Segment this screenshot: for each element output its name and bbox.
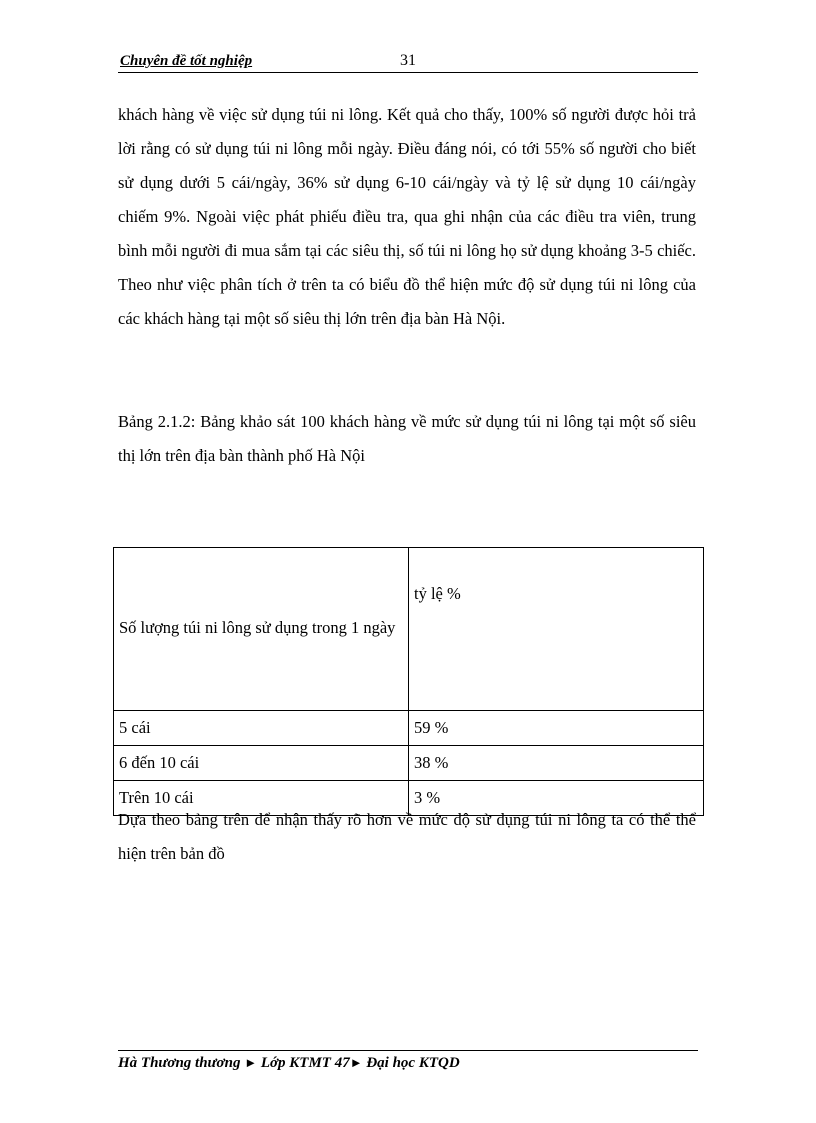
table-caption: Bảng 2.1.2: Bảng khảo sát 100 khách hàng về mức sử dụng túi ni lông tại một số siêu thị lớn trên địa bàn thành phố Hà Nội xyxy=(118,412,696,465)
table-cell: 3 % xyxy=(409,781,704,816)
page-header xyxy=(118,52,698,73)
page-number: 31 xyxy=(400,52,416,69)
table-cell: 6 đến 10 cái xyxy=(114,746,409,781)
table-header-cell: tỷ lệ % xyxy=(409,548,704,711)
table-cell: Trên 10 cái xyxy=(114,781,409,816)
body-paragraph: khách hàng về việc sử dụng túi ni lông. Kết quả cho thấy, 100% số người được hỏi trả lời rằng có sử dụng túi ni lông mỗi ngày. Điều đáng nói, có tới 55% số người cho biết sử dụng dưới 5 cái/ngày, 36% sử dụng 6-10 cái/ngày và tỷ lệ sử dụng 10 cái/ngày chiếm 9%. Ngoài việc phát phiếu điều tra, qua ghi nhận của các điều tra viên, trung bình mỗi người đi mua sắm tại các siêu thị, số túi ni lông họ sử dụng khoảng 3-5 chiếc. Theo như việc phân tích ở trên ta có biểu đồ thể hiện mức độ sử dụng túi ni lông của các khách hàng tại một số siêu thị lớn trên địa bàn Hà Nội. xyxy=(118,105,696,328)
table-cell: 38 % xyxy=(409,746,704,781)
table-cell: 5 cái xyxy=(114,711,409,746)
arrow-icon: ► xyxy=(244,1055,258,1070)
survey-table xyxy=(113,547,704,816)
footer-school: Đại học KTQD xyxy=(366,1055,460,1071)
arrow-icon: ► xyxy=(349,1055,363,1070)
table-row xyxy=(114,746,704,781)
footer-author: Hà Thương thương xyxy=(118,1055,241,1071)
footer-class: Lớp KTMT 47 xyxy=(260,1055,350,1071)
page-footer xyxy=(118,1050,698,1072)
table-cell: 59 % xyxy=(409,711,704,746)
header-title: Chuyên đề tốt nghiệp xyxy=(120,53,253,69)
table-header-cell: Số lượng túi ni lông sử dụng trong 1 ngày xyxy=(114,548,409,711)
table-row xyxy=(114,711,704,746)
table-header-row xyxy=(114,548,704,711)
body-paragraph: Dựa theo bảng trên để nhận thấy rõ hơn về mức độ sử dụng túi ni lông ta có thể thể hiện trên bản đồ xyxy=(118,810,696,863)
